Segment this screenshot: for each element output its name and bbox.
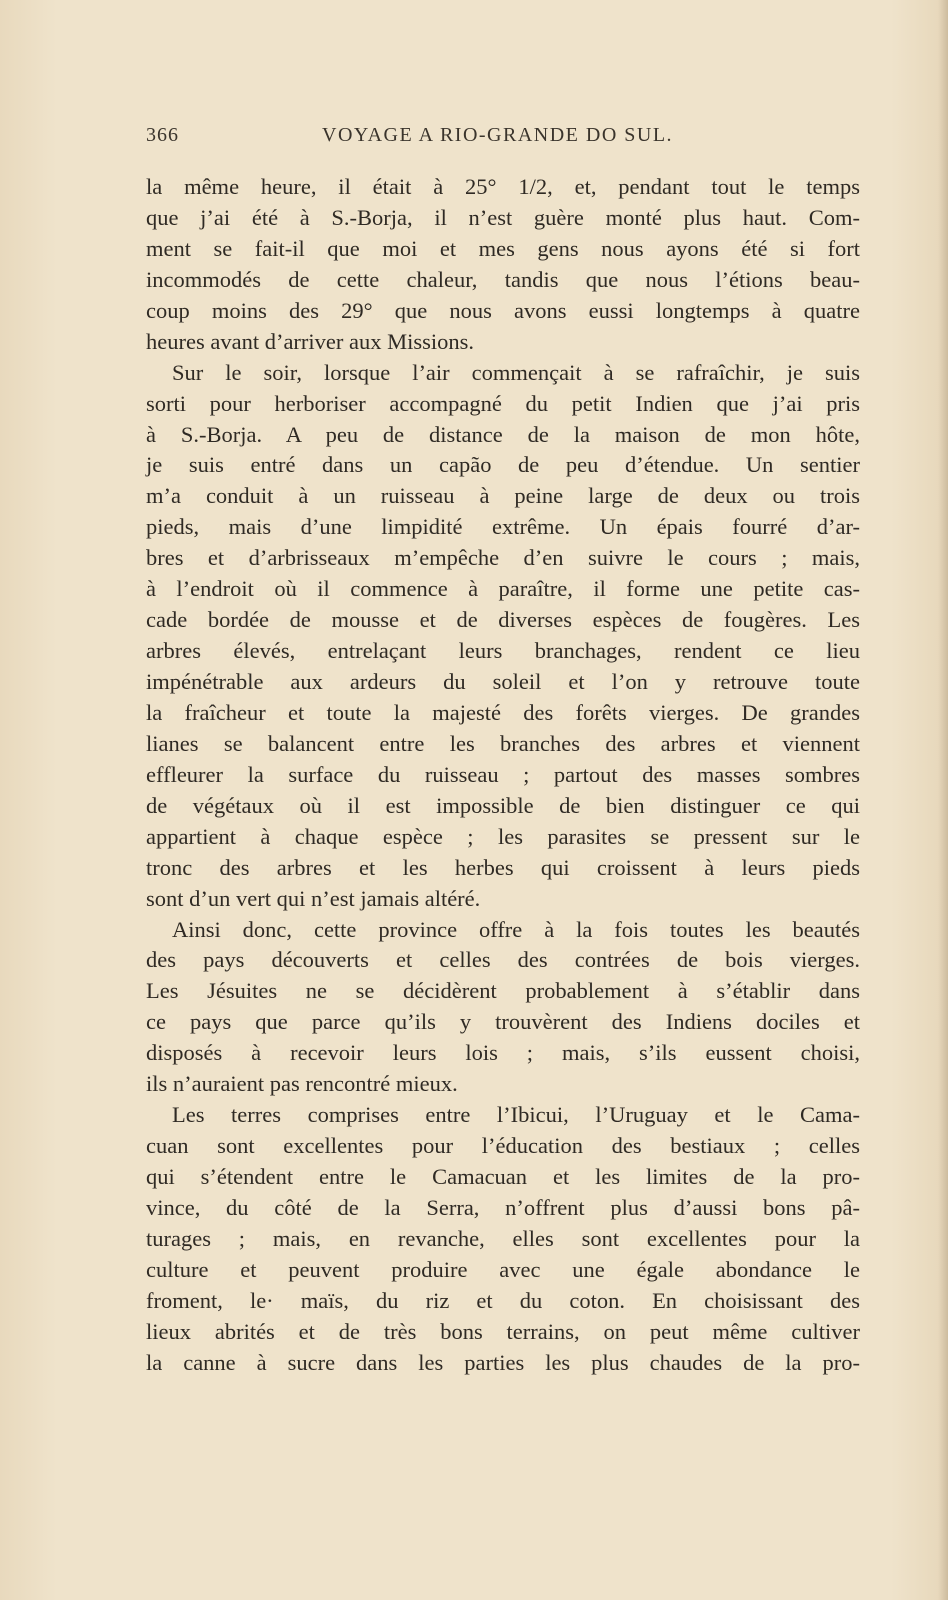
text-line: à S.-Borja. A peu de distance de la maison de mon hôte, xyxy=(146,421,860,447)
text-line: que j’ai été à S.-Borja, il n’est guère monté plus haut. Com- xyxy=(146,204,860,230)
text-line: appartient à chaque espèce ; les parasites se pressent sur le xyxy=(146,823,860,849)
text-line: de végétaux où il est impossible de bien distinguer ce qui xyxy=(146,792,860,818)
text-line: ce pays que parce qu’ils y trouvèrent des Indiens dociles et xyxy=(146,1009,860,1035)
text-line: la fraîcheur et toute la majesté des forêts vierges. De grandes xyxy=(146,699,860,725)
text-line: je suis entré dans un capão de peu d’étendue. Un sentier xyxy=(146,452,860,478)
text-line: vince, du côté de la Serra, n’offrent plus d’aussi bons pâ- xyxy=(146,1194,860,1220)
page-number: 366 xyxy=(146,124,179,146)
running-title: VOYAGE A RIO-GRANDE DO SUL. xyxy=(322,124,674,146)
page-edge-shadow xyxy=(938,0,948,1600)
text-line: la canne à sucre dans les parties les plus chaudes de la pro- xyxy=(146,1349,860,1375)
text-line: effleurer la surface du ruisseau ; partout des masses sombres xyxy=(146,761,860,787)
text-line: turages ; mais, en revanche, elles sont excellentes pour la xyxy=(146,1225,860,1251)
text-line: ment se fait-il que moi et mes gens nous ayons été si fort xyxy=(146,235,860,261)
text-line: sorti pour herboriser accompagné du petit Indien que j’ai pris xyxy=(146,390,860,416)
running-header xyxy=(146,124,860,154)
text-line: ils n’auraient pas rencontré mieux. xyxy=(146,1071,458,1097)
text-line: cuan sont excellentes pour l’éducation des bestiaux ; celles xyxy=(146,1133,860,1159)
body-text xyxy=(146,172,860,1379)
text-line: sont d’un vert qui n’est jamais altéré. xyxy=(146,885,481,911)
text-line: heures avant d’arriver aux Missions. xyxy=(146,328,475,354)
text-line: à l’endroit où il commence à paraître, il forme une petite cas- xyxy=(146,576,860,602)
text-line: Les Jésuites ne se décidèrent probablement à s’établir dans xyxy=(146,978,860,1004)
text-line: Sur le soir, lorsque l’air commençait à se rafraîchir, je suis xyxy=(172,359,860,385)
text-line: qui s’étendent entre le Camacuan et les limites de la pro- xyxy=(146,1164,860,1189)
text-line: coup moins des 29° que nous avons eussi longtemps à quatre xyxy=(146,297,860,323)
text-line: disposés à recevoir leurs lois ; mais, s’ils eussent choisi, xyxy=(146,1040,860,1066)
text-line: pieds, mais d’une limpidité extrême. Un épais fourré d’ar- xyxy=(146,514,860,540)
text-line: bres et d’arbrisseaux m’empêche d’en suivre le cours ; mais, xyxy=(146,545,860,571)
text-line: cade bordée de mousse et de diverses espèces de fougères. Les xyxy=(146,607,860,633)
text-line: Ainsi donc, cette province offre à la fois toutes les beautés xyxy=(172,916,860,942)
text-line: lieux abrités et de très bons terrains, on peut même cultiver xyxy=(146,1318,860,1344)
text-line: tronc des arbres et les herbes qui croissent à leurs pieds xyxy=(146,854,860,880)
text-line: la même heure, il était à 25° 1/2, et, pendant tout le temps xyxy=(146,174,860,199)
text-line: froment, le· maïs, du riz et du coton. En choisissant des xyxy=(146,1287,860,1313)
text-line: des pays découverts et celles des contrées de bois vierges. xyxy=(146,947,860,973)
text-line: lianes se balancent entre les branches des arbres et viennent xyxy=(146,730,860,756)
text-line: Les terres comprises entre l’Ibicui, l’Uruguay et le Cama- xyxy=(172,1102,860,1128)
text-line: arbres élevés, entrelaçant leurs branchages, rendent ce lieu xyxy=(146,638,860,664)
text-line: m’a conduit à un ruisseau à peine large de deux ou trois xyxy=(146,483,860,509)
text-line: incommodés de cette chaleur, tandis que nous l’étions beau- xyxy=(146,266,860,292)
text-line: culture et peuvent produire avec une égale abondance le xyxy=(146,1256,860,1282)
text-line: impénétrable aux ardeurs du soleil et l’on y retrouve toute xyxy=(146,669,860,694)
